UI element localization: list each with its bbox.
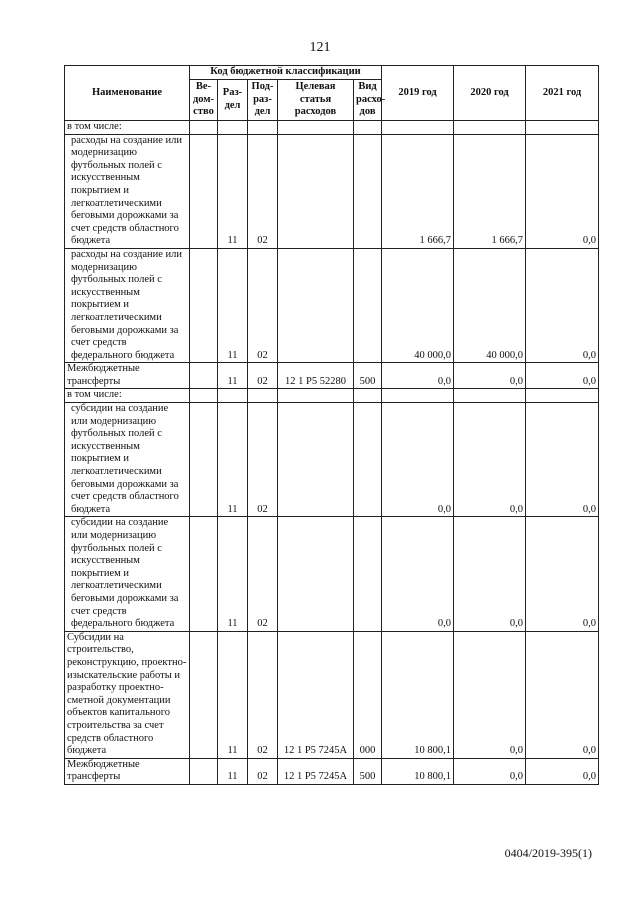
cell-2020: 0,0 <box>454 631 526 758</box>
document-code: 0404/2019-395(1) <box>504 846 592 860</box>
cell-razdel <box>218 389 248 403</box>
row-name: Субсидии на строительство, реконструкцию, проектно-изыскательские работы и разработку проектно-сметной документации объектов капитального строительства за счет средств областного бюджета <box>65 631 190 758</box>
cell-2021: 0,0 <box>526 403 599 517</box>
cell-vid <box>354 403 382 517</box>
cell-target <box>278 134 354 248</box>
cell-podrazdel <box>248 389 278 403</box>
cell-2019 <box>382 389 454 403</box>
cell-vid <box>354 389 382 403</box>
cell-ved <box>190 121 218 135</box>
cell-2021 <box>526 389 599 403</box>
cell-ved <box>190 389 218 403</box>
cell-2021 <box>526 121 599 135</box>
cell-ved <box>190 403 218 517</box>
cell-vid: 000 <box>354 631 382 758</box>
cell-2019 <box>382 121 454 135</box>
cell-vid <box>354 134 382 248</box>
cell-2019: 1 666,7 <box>382 134 454 248</box>
cell-vid <box>354 121 382 135</box>
cell-target <box>278 517 354 631</box>
cell-target <box>278 389 354 403</box>
cell-ved <box>190 363 218 389</box>
cell-vid <box>354 248 382 362</box>
cell-podrazdel: 02 <box>248 631 278 758</box>
cell-2020 <box>454 389 526 403</box>
cell-2019: 0,0 <box>382 517 454 631</box>
header-2019: 2019 год <box>382 66 454 121</box>
cell-razdel: 11 <box>218 403 248 517</box>
cell-razdel: 11 <box>218 758 248 784</box>
header-code-group: Код бюджетной классификации <box>190 66 382 80</box>
cell-2020: 0,0 <box>454 758 526 784</box>
table-row <box>65 758 599 784</box>
cell-2019: 0,0 <box>382 403 454 517</box>
row-name: в том числе: <box>65 121 190 135</box>
header-vid: Вид расхо- дов <box>354 80 382 121</box>
cell-razdel: 11 <box>218 363 248 389</box>
cell-vid <box>354 517 382 631</box>
cell-2021: 0,0 <box>526 363 599 389</box>
cell-razdel: 11 <box>218 631 248 758</box>
header-podrazdel: Под- раз- дел <box>248 80 278 121</box>
cell-podrazdel <box>248 121 278 135</box>
cell-ved <box>190 631 218 758</box>
cell-podrazdel: 02 <box>248 403 278 517</box>
row-name: в том числе: <box>65 389 190 403</box>
header-name: Наименование <box>65 66 190 121</box>
cell-2020: 0,0 <box>454 517 526 631</box>
row-name: Межбюджетные трансферты <box>65 363 190 389</box>
header-vedomstvo: Ве- дом- ство <box>190 80 218 121</box>
cell-target <box>278 403 354 517</box>
cell-2019: 10 800,1 <box>382 631 454 758</box>
cell-2019: 0,0 <box>382 363 454 389</box>
header-2021: 2021 год <box>526 66 599 121</box>
header-2020: 2020 год <box>454 66 526 121</box>
table-row <box>65 363 599 389</box>
cell-ved <box>190 517 218 631</box>
cell-2019: 40 000,0 <box>382 248 454 362</box>
table-row <box>65 403 599 517</box>
cell-2020: 0,0 <box>454 403 526 517</box>
cell-razdel: 11 <box>218 517 248 631</box>
cell-target: 12 1 P5 7245A <box>278 631 354 758</box>
table-row <box>65 517 599 631</box>
cell-target: 12 1 P5 52280 <box>278 363 354 389</box>
table-row <box>65 134 599 248</box>
cell-ved <box>190 134 218 248</box>
cell-2021: 0,0 <box>526 631 599 758</box>
cell-podrazdel: 02 <box>248 134 278 248</box>
cell-podrazdel: 02 <box>248 363 278 389</box>
cell-target: 12 1 P5 7245A <box>278 758 354 784</box>
cell-vid: 500 <box>354 363 382 389</box>
cell-2020: 0,0 <box>454 363 526 389</box>
budget-table <box>64 65 599 785</box>
table-row <box>65 631 599 758</box>
table-row <box>65 389 599 403</box>
row-name: Межбюджетные трансферты <box>65 758 190 784</box>
cell-razdel <box>218 121 248 135</box>
cell-vid: 500 <box>354 758 382 784</box>
header-razdel: Раз- дел <box>218 80 248 121</box>
table-row <box>65 248 599 362</box>
cell-2020: 40 000,0 <box>454 248 526 362</box>
cell-ved <box>190 758 218 784</box>
cell-razdel: 11 <box>218 248 248 362</box>
row-name: субсидии на создание или модернизацию футбольных полей с искусственным покрытием и легкоатлетическими беговыми дорожками за счет средств областного бюджета <box>65 403 190 517</box>
row-name: расходы на создание или модернизацию футбольных полей с искусственным покрытием и легкоатлетическими беговыми дорожками за счет средств областного бюджета <box>65 134 190 248</box>
cell-podrazdel: 02 <box>248 758 278 784</box>
cell-podrazdel: 02 <box>248 517 278 631</box>
cell-2021: 0,0 <box>526 758 599 784</box>
header-target: Целевая статья расходов <box>278 80 354 121</box>
cell-2021: 0,0 <box>526 134 599 248</box>
table-row <box>65 121 599 135</box>
cell-podrazdel: 02 <box>248 248 278 362</box>
cell-target <box>278 248 354 362</box>
row-name: субсидии на создание или модернизацию футбольных полей с искусственным покрытием и легкоатлетическими беговыми дорожками за счет средств федерального бюджета <box>65 517 190 631</box>
cell-2020 <box>454 121 526 135</box>
cell-2020: 1 666,7 <box>454 134 526 248</box>
row-name: расходы на создание или модернизацию футбольных полей с искусственным покрытием и легкоатлетическими беговыми дорожками за счет средств федерального бюджета <box>65 248 190 362</box>
cell-razdel: 11 <box>218 134 248 248</box>
cell-2019: 10 800,1 <box>382 758 454 784</box>
cell-ved <box>190 248 218 362</box>
page-number: 121 <box>309 40 331 55</box>
cell-target <box>278 121 354 135</box>
cell-2021: 0,0 <box>526 248 599 362</box>
cell-2021: 0,0 <box>526 517 599 631</box>
